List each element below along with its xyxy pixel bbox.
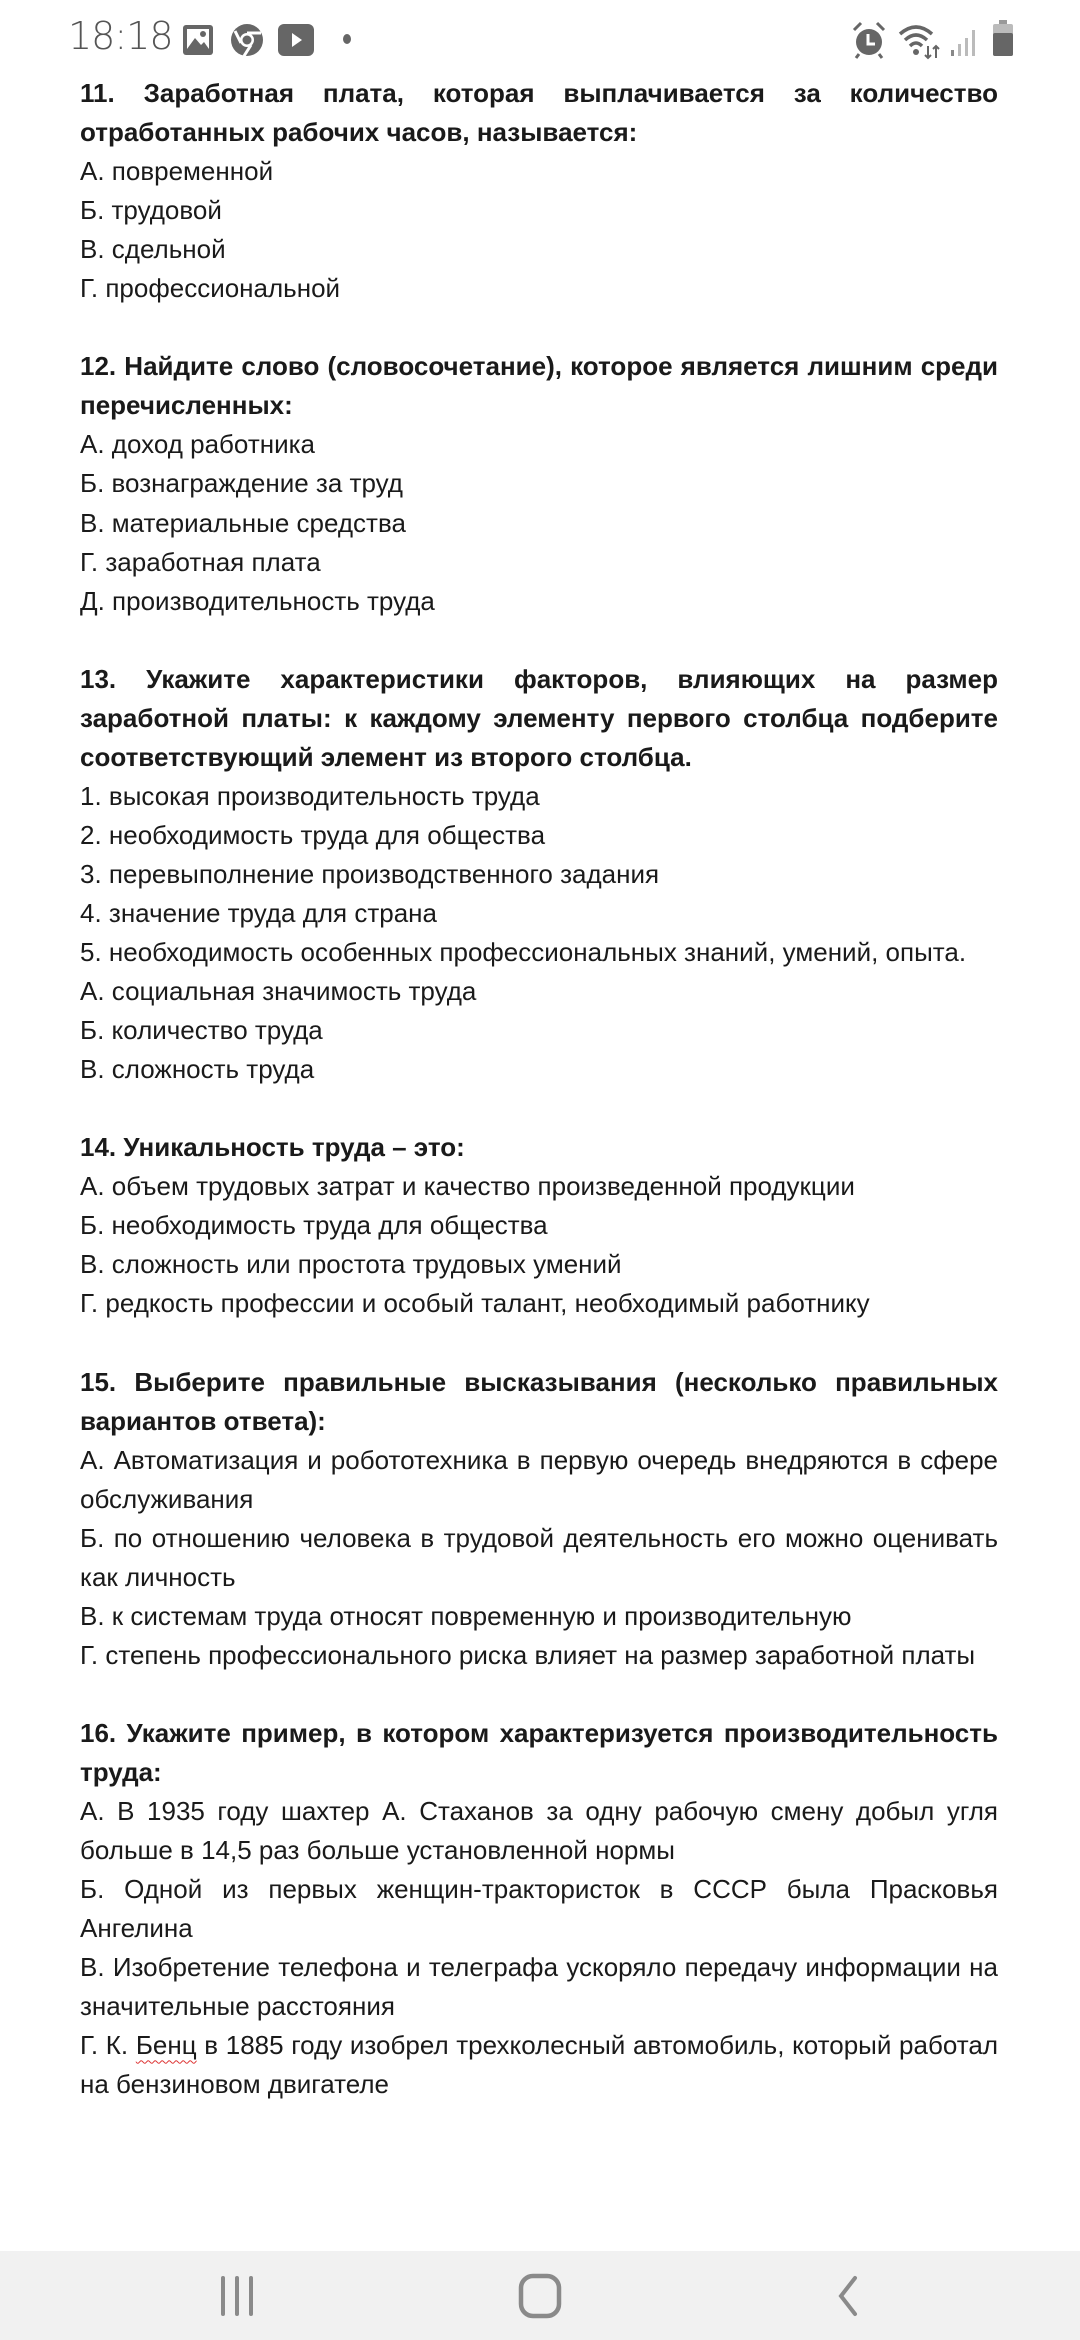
spellcheck-misspelled-word[interactable]: Бенц xyxy=(135,2030,197,2061)
status-bar xyxy=(0,0,1080,74)
answer-option: В. сложность труда xyxy=(80,1054,315,1085)
answer-option: А. повременной xyxy=(80,156,274,187)
answer-option: В. к системам труда относят повременную и производительную xyxy=(80,1600,852,1631)
chrome-icon xyxy=(230,22,264,58)
youtube-icon xyxy=(278,24,314,56)
answer-option: А. объем трудовых затрат и качество произведенной продукции xyxy=(80,1171,855,1202)
answer-option: В. сложность или простота трудовых умений xyxy=(80,1249,622,1280)
answer-option: Г. заработная плата xyxy=(80,546,321,577)
status-time: 18:18 xyxy=(68,14,173,58)
question-heading: 15. Выберите правильные высказывания (несколько правильных вариантов ответа): xyxy=(80,1366,998,1436)
recent-apps-icon xyxy=(217,2274,257,2318)
question-16 xyxy=(80,1714,998,2104)
notification-dot-icon xyxy=(342,33,352,45)
answer-option: Г. степень профессионального риска влияет на размер заработной платы xyxy=(80,1639,976,1670)
question-14 xyxy=(80,1128,998,1323)
answer-option: А. доход работника xyxy=(80,429,316,460)
back-icon xyxy=(833,2274,863,2318)
alarm-icon xyxy=(851,20,887,60)
answer-option: А. Автоматизация и робототехника в первую очередь внедряются в сфере обслуживания xyxy=(80,1444,998,1514)
answer-option: 5. необходимость особенных профессиональных знаний, умений, опыта. xyxy=(80,937,967,968)
answer-option: Д. производительность труда xyxy=(80,585,435,616)
answer-option: В. Изобретение телефона и телеграфа ускоряло передачу информации на значительные расстояния xyxy=(80,1952,998,2022)
navigation-bar xyxy=(0,2251,1080,2340)
back-button[interactable] xyxy=(818,2271,878,2321)
battery-icon xyxy=(992,20,1014,56)
answer-option: А. В 1935 году шахтер А. Стаханов за одну рабочую смену добыл угля больше в 14,5 раз больше установленной нормы xyxy=(80,1796,998,1866)
question-heading: 13. Укажите характеристики факторов, влияющих на размер заработной платы: к каждому элементу первого столбца подберите соответствующий элемент из второго столбца. xyxy=(80,663,998,772)
answer-option: В. сдельной xyxy=(80,234,226,265)
answer-option: А. социальная значимость труда xyxy=(80,976,477,1007)
answer-option: Б. вознаграждение за труд xyxy=(80,468,403,499)
answer-option: 4. значение труда для страна xyxy=(80,897,438,928)
answer-option: Б. Одной из первых женщин-трактористок в СССР была Прасковья Ангелина xyxy=(80,1874,998,1944)
answer-option: Б. по отношению человека в трудовой деятельность его можно оценивать как личность xyxy=(80,1522,998,1592)
answer-option: 2. необходимость труда для общества xyxy=(80,819,546,850)
answer-option xyxy=(80,2026,998,2104)
signal-icon xyxy=(950,26,978,58)
question-13 xyxy=(80,660,998,1090)
answer-option: Б. трудовой xyxy=(80,195,222,226)
document-content xyxy=(80,74,998,2143)
option-prefix: Г. К. xyxy=(80,2030,136,2061)
answer-option: 3. перевыполнение производственного задания xyxy=(80,858,660,889)
question-heading: 11. Заработная плата, которая выплачивается за количество отработанных рабочих часов, называется: xyxy=(80,78,998,148)
question-heading: 16. Укажите пример, в котором характеризуется производительность труда: xyxy=(80,1717,998,1788)
answer-option: 1. высокая производительность труда xyxy=(80,780,540,811)
gallery-icon xyxy=(182,24,214,56)
question-11 xyxy=(80,74,998,308)
question-heading: 14. Уникальность труда – это: xyxy=(80,1132,465,1163)
recent-apps-button[interactable] xyxy=(207,2271,267,2321)
home-button[interactable] xyxy=(510,2271,570,2321)
answer-option: Г. редкость профессии и особый талант, необходимый работнику xyxy=(80,1288,870,1319)
wifi-icon xyxy=(898,24,942,60)
answer-option: Г. профессиональной xyxy=(80,273,341,304)
question-15 xyxy=(80,1363,998,1675)
home-icon xyxy=(518,2273,562,2319)
answer-option: Б. необходимость труда для общества xyxy=(80,1210,548,1241)
question-heading: 12. Найдите слово (словосочетание), которое является лишним среди перечисленных: xyxy=(80,351,998,421)
question-12 xyxy=(80,347,998,620)
answer-option: В. материальные средства xyxy=(80,507,406,538)
option-text: в 1885 году изобрел трехколесный автомобиль, который работал на бензиновом двигателе xyxy=(80,2030,998,2100)
answer-option: Б. количество труда xyxy=(80,1015,323,1046)
